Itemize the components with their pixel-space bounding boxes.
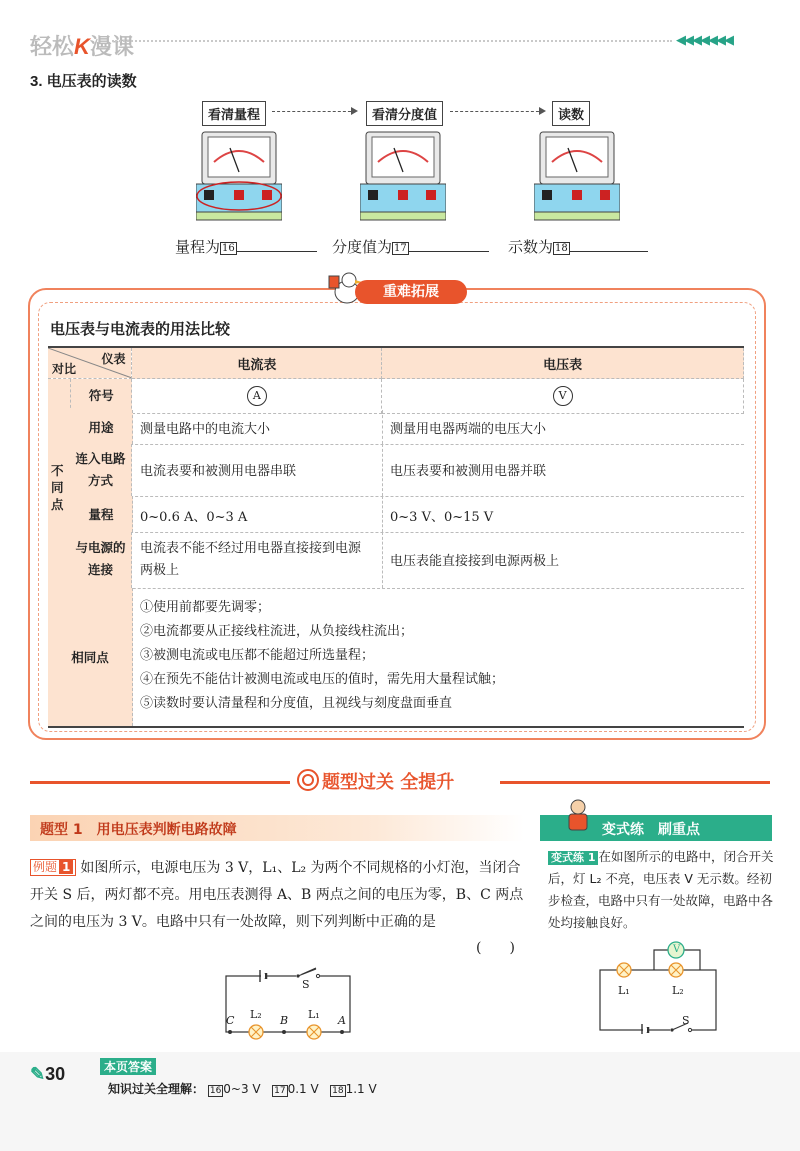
- voltmeter-image: [196, 126, 282, 222]
- circuit-diagram: [220, 964, 356, 1044]
- variant-circuit-diagram: [596, 938, 720, 1034]
- list-item: ③被测电流或电压都不能超过所选量程；: [140, 648, 375, 663]
- table-row: [70, 410, 744, 445]
- table-row: [70, 496, 744, 533]
- table-row: [48, 379, 744, 414]
- variant-text: 在如图所示的电路中，闭合开关后，灯 L₂ 不亮，电压表 V 无示数。经初步检查，电路中只有一处故障，电路中各处均接触良好。: [548, 849, 774, 930]
- voltmeter-image: [360, 126, 446, 222]
- answers-row: 知识过关全理解： 16 0~3 V 17 0.1 V 18 1.1 V: [108, 1082, 377, 1096]
- cell-current: 电流表不能不经过用电器直接接到电源两极上: [140, 541, 362, 578]
- col-voltage: 电压表: [382, 347, 744, 379]
- table-row: [70, 444, 744, 497]
- cell-voltage: 电压表要和被测用电器并联: [390, 464, 547, 479]
- same-list: [140, 596, 504, 716]
- variant-question: [548, 846, 780, 934]
- dashed-arrow-icon: [272, 111, 356, 112]
- panel-badge: 重难拓展: [355, 280, 467, 304]
- cell-voltage: 0~3 V、0~15 V: [390, 510, 494, 525]
- voltmeter-image: [534, 126, 620, 222]
- point-a-label: A: [338, 1014, 346, 1027]
- voltmeter-label: V: [673, 944, 681, 955]
- banner-rule-right: [500, 781, 770, 784]
- row-label: 连入电路方式: [70, 444, 132, 496]
- fill-division: 分度值为 17: [332, 236, 489, 257]
- col-current: 电流表: [132, 347, 382, 379]
- table-row: [48, 532, 744, 589]
- fill-range: 量程为 16: [175, 236, 317, 257]
- row-label: 与电源的连接: [70, 532, 132, 588]
- type-bar: [30, 815, 524, 841]
- type-title: 题型 1 用电压表判断电路故障: [40, 822, 237, 838]
- cell-voltage: 电压表能直接接到电源两极上: [390, 554, 560, 569]
- same-label: 相同点: [48, 588, 133, 726]
- example-question: [30, 855, 530, 936]
- cell-current: 0~0.6 A、0~3 A: [140, 510, 248, 525]
- section-title: 3. 电压表的读数: [30, 73, 137, 90]
- corner-cell: 仪表 对比: [48, 347, 132, 379]
- example-tag: 例题 1: [30, 859, 76, 876]
- switch-label: S: [302, 978, 310, 991]
- header-dotted-rule: [112, 40, 672, 42]
- step-range: 看清量程: [202, 101, 266, 126]
- row-label: 量程: [70, 496, 133, 532]
- list-item: ①使用前都要先调零；: [140, 600, 271, 615]
- row-label: 符号: [88, 388, 114, 403]
- list-item: ②电流都要从正接线柱流进，从负接线柱流出；: [140, 624, 414, 639]
- comparison-table: [48, 346, 744, 414]
- page-number: ✎30: [30, 1064, 66, 1084]
- lamp-l1-label: L₁: [308, 1008, 320, 1021]
- banner-title: 题型过关 全提升: [322, 772, 455, 793]
- voltmeter-symbol: V: [553, 386, 573, 406]
- switch-label: S: [682, 1014, 690, 1027]
- answer-paren: ( ): [476, 940, 515, 956]
- table-header-row: [48, 347, 744, 379]
- ammeter-symbol: A: [247, 386, 267, 406]
- example-text: 如图所示，电源电压为 3 V，L₁、L₂ 为两个不同规格的小灯泡，当闭合开关 S 后，两灯都不亮。用电压表测得 A、B 两点之间的电压为零，B、C 两点之间的电压为 3 V。电路中只有一处故障，则下列判断中正确的是: [30, 860, 524, 930]
- lamp-l2-label: L₂: [672, 984, 684, 997]
- variant-tag: 变式练 1: [548, 851, 598, 865]
- dashed-arrow-icon: [450, 111, 544, 112]
- lamp-l2-label: L₂: [250, 1008, 262, 1021]
- step-division: 看清分度值: [366, 101, 443, 126]
- list-item: ④在预先不能估计被测电流或电压的值时，需先用大量程试触；: [140, 672, 505, 687]
- row-label: 用途: [70, 410, 133, 444]
- brand-logo: 轻松K漫课: [30, 34, 134, 59]
- table-row-same: [48, 588, 744, 728]
- table-title: 电压表与电流表的用法比较: [50, 321, 231, 338]
- student-icon: [560, 798, 596, 834]
- fill-reading: 示数为 18: [508, 236, 648, 257]
- target-icon: [296, 768, 320, 792]
- header-arrows-icon: ◀◀◀◀◀◀◀: [676, 33, 732, 48]
- cell-current: 测量电路中的电流大小: [140, 422, 271, 437]
- cell-current: 电流表要和被测用电器串联: [140, 464, 297, 479]
- banner-rule-left: [30, 781, 290, 784]
- list-item: ⑤读数时要认清量程和分度值，且视线与刻度盘面垂直: [140, 696, 453, 711]
- step-reading: 读数: [552, 101, 590, 126]
- group-diff-label: 不同点: [51, 463, 64, 512]
- answers-title: 本页答案: [100, 1058, 156, 1075]
- variant-title: 变式练 刷重点: [602, 822, 700, 838]
- lamp-l1-label: L₁: [618, 984, 630, 997]
- point-c-label: C: [226, 1014, 235, 1027]
- point-b-label: B: [280, 1014, 289, 1027]
- cell-voltage: 测量用电器两端的电压大小: [390, 422, 547, 437]
